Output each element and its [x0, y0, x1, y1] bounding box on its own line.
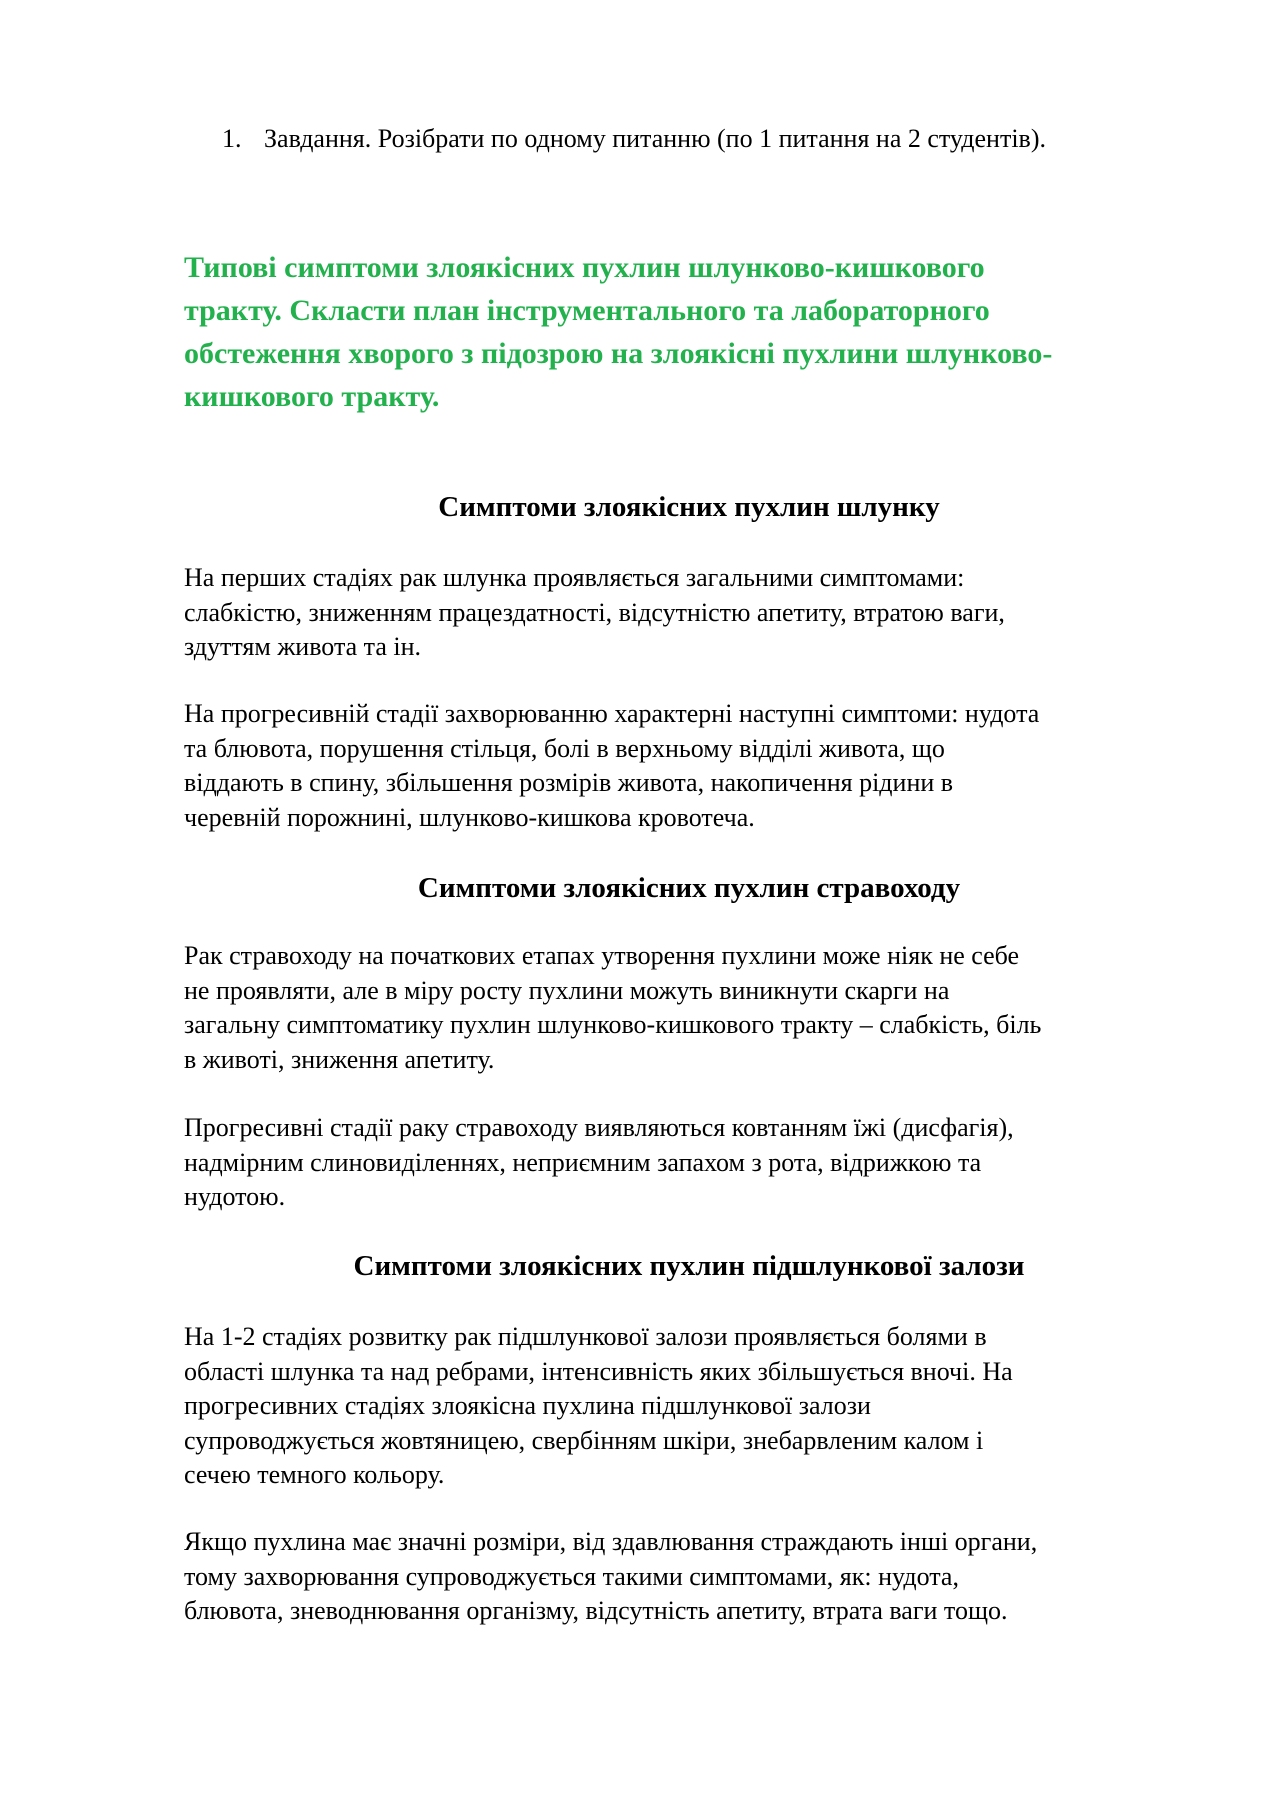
task-text: Завдання. Розібрати по одному питанню (по 1 питання на 2 студентів).: [264, 124, 1046, 153]
paragraph-line: в животі, зниження апетиту.: [184, 1044, 495, 1074]
paragraph-line: На 1-2 стадіях розвитку рак підшлункової залози проявляється болями в: [184, 1322, 987, 1351]
paragraph-line: Рак стравоходу на початкових етапах утворення пухлини може ніяк не себе: [184, 941, 1020, 970]
topic-title-line: Типові симптоми злоякісних пухлин шлунково-кишкового: [184, 251, 985, 284]
paragraph-stomach-early: [184, 561, 1194, 665]
topic-title-line: тракту. Скласти план інструментального та лабораторного: [184, 294, 990, 327]
topic-title-line: обстеження хворого з підозрою на злоякісні пухлини шлунково-: [184, 337, 1053, 370]
paragraph-esophagus-progressive: [184, 1111, 1194, 1215]
paragraph-line: сечею темного кольору.: [184, 1460, 445, 1489]
paragraph-line: прогресивних стадіях злоякісна пухлина підшлункової залози: [184, 1391, 871, 1420]
paragraph-line: надмірним слиновиділеннях, неприємним запахом з рота, відрижкою та: [184, 1147, 982, 1177]
paragraph-line: віддають в спину, збільшення розмірів живота, накопичення рідини в: [184, 768, 954, 797]
paragraph-pancreas-stages: [184, 1320, 1194, 1493]
paragraph-line: загальну симптоматику пухлин шлунково-кишкового тракту – слабкість, біль: [184, 1010, 1042, 1039]
paragraph-line: нудотою.: [184, 1182, 286, 1211]
task-number: 1.: [222, 124, 242, 153]
paragraph-line: не проявляти, але в міру росту пухлини можуть виникнути скарги на: [184, 975, 950, 1005]
paragraph-line: черевній порожнині, шлунково-кишкова кровотеча.: [184, 802, 755, 832]
paragraph-line: Прогресивні стадії раку стравоходу виявляються ковтанням їжі (дисфагія),: [184, 1113, 1014, 1142]
paragraph-stomach-progressive: [184, 697, 1194, 835]
paragraph-line: тому захворювання супроводжується такими симптомами, як: нудота,: [184, 1561, 959, 1591]
topic-title-line: кишкового тракту.: [184, 380, 440, 413]
paragraph-line: супроводжується жовтяницею, свербінням шкіри, знебарвленим калом і: [184, 1425, 984, 1455]
paragraph-pancreas-large: [184, 1525, 1194, 1629]
paragraph-line: здуттям живота та ін.: [184, 632, 422, 661]
paragraph-line: На перших стадіях рак шлунка проявляється загальними симптомами:: [184, 563, 965, 592]
paragraph-line: та блювота, порушення стільця, болі в верхньому відділі живота, що: [184, 733, 945, 763]
topic-title: [184, 246, 1194, 418]
section-heading-esophagus: Симптоми злоякісних пухлин стравоходу: [417, 872, 961, 904]
paragraph-line: слабкістю, зниженням працездатності, відсутністю апетиту, втратою ваги,: [184, 597, 1005, 627]
section-heading-pancreas: Симптоми злоякісних пухлин підшлункової залози: [353, 1250, 1025, 1282]
paragraph-line: На прогресивній стадії захворюванню характерні наступні симптоми: нудота: [184, 699, 1040, 728]
paragraph-esophagus-early: [184, 939, 1194, 1077]
paragraph-line: області шлунка та над ребрами, інтенсивність яких збільшується вночі. На: [184, 1356, 1013, 1386]
section-heading-stomach: Симптоми злоякісних пухлин шлунку: [438, 491, 940, 523]
task-list-item: [222, 122, 1202, 156]
paragraph-line: блювота, зневоднювання організму, відсутність апетиту, втрата ваги тощо.: [184, 1596, 1008, 1625]
paragraph-line: Якщо пухлина має значні розміри, від здавлювання страждають інші органи,: [184, 1527, 1038, 1556]
